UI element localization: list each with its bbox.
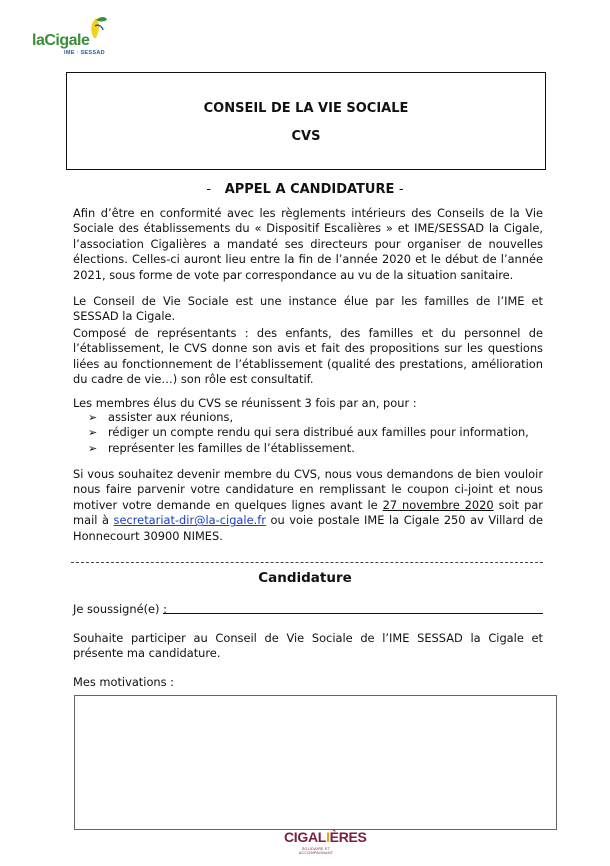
submission-paragraph <box>73 467 543 544</box>
list-item <box>88 425 529 440</box>
cvs-definition-paragraph: Le Conseil de Vie Sociale est une instance élue par les familles de l’IME et SESSAD la Cigale. <box>73 294 543 324</box>
soussigne-label: Je soussigné(e) : <box>73 602 167 616</box>
deadline-date: 27 novembre 2020 <box>382 497 494 512</box>
list-item-text: représenter les familles de l’établissement. <box>108 440 355 455</box>
appel-text: APPEL A CANDIDATURE <box>224 182 395 197</box>
duties-list <box>88 410 529 456</box>
title-box <box>66 72 546 170</box>
logo-sub-text: IME · SESSAD <box>64 50 105 56</box>
candidature-title: Candidature <box>258 570 352 586</box>
appel-dash-right: - <box>398 182 404 197</box>
soussigne-name-field[interactable] <box>163 613 543 614</box>
cvs-composition-paragraph: Composé de représentants : des enfants, des familles et du personnel de l’établissement, le CVS donne son avis et fait des propositions sur les questions liées au fonctionnement de l’établissement (qualité des prestations, amélioration du cadre de vie…) son rôle est consultatif. <box>73 326 543 387</box>
list-item <box>88 441 529 456</box>
intro-paragraph: Afin d’être en conformité avec les règlements intérieurs des Conseils de la Vie Sociale des établissements du « Dispositif Escalières » et IME/SESSAD la Cigale, l’association Cigalières a mandaté ses directeurs pour organiser de nouvelles élections. Celles-ci auront lieu entre la fin de l’année 2020 et le début de l’année 2021, sous forme de vote par correspondance au vu de la situation sanitaire. <box>73 206 543 282</box>
motivations-label: Mes motivations : <box>73 675 175 689</box>
list-item-text: rédiger un compte rendu qui sera distribué aux familles pour information, <box>108 425 529 440</box>
logo-part1: CIGAL <box>284 829 327 845</box>
submission-text-b: soit par mail à <box>73 497 543 528</box>
list-item-text: assister aux réunions, <box>108 410 234 424</box>
arrow-bullet-icon: ➢ <box>88 441 98 455</box>
logo-part2: I <box>326 829 330 845</box>
cigalieres-tagline: SOLIDAIRE ET ACCOMPAGNANT <box>298 847 334 855</box>
cut-separator <box>71 562 543 563</box>
appel-dash-left: - <box>206 182 212 197</box>
la-cigale-logo <box>28 14 114 58</box>
logo-brand-text: laCigale <box>32 32 90 49</box>
submission-text-a: Si vous souhaitez devenir membre du CVS, nous vous demandons de bien vouloir nous faire parvenir votre candidature en remplissant le coupon ci-joint et nous motiver votre demande en quelques lignes avant le <box>73 467 543 512</box>
meetings-paragraph: Les membres élus du CVS se réunissent 3 fois par an, pour : <box>73 396 417 410</box>
participation-statement: Souhaite participer au Conseil de Vie Sociale de l’IME SESSAD la Cigale et présente ma candidature. <box>73 631 543 661</box>
logo-part3: ÈRES <box>329 829 367 845</box>
list-item <box>88 410 529 425</box>
cigalieres-logo-text <box>284 829 367 845</box>
document-title: CONSEIL DE LA VIE SOCIALE <box>203 101 409 116</box>
document-subtitle: CVS <box>291 129 321 144</box>
arrow-bullet-icon: ➢ <box>88 411 98 424</box>
motivations-textbox[interactable] <box>74 695 557 830</box>
email-link[interactable]: secretariat-dir@la-cigale.fr <box>113 513 266 528</box>
cigalieres-logo <box>276 829 367 859</box>
appel-heading <box>0 182 610 197</box>
submission-text-c: ou voie postale IME la Cigale 250 av Villard de Honnecourt 30900 NIMES. <box>73 513 543 543</box>
arrow-bullet-icon: ➢ <box>88 426 98 440</box>
